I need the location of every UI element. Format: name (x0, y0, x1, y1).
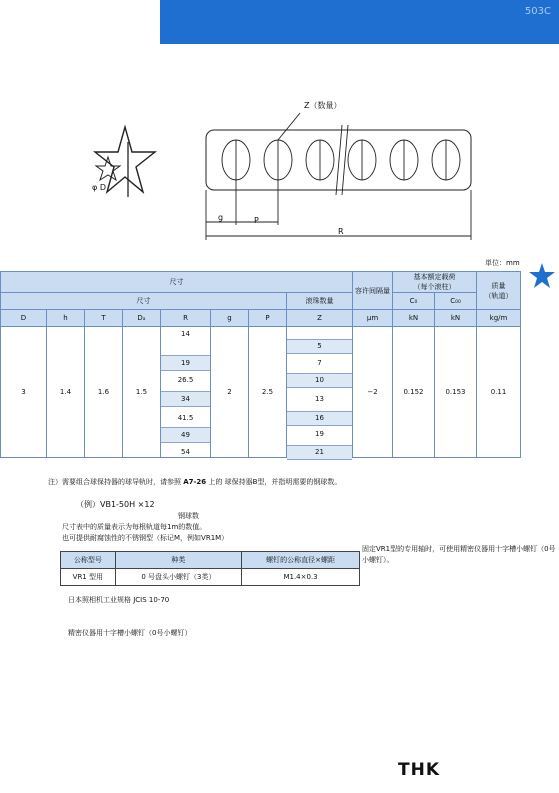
screw-col-model: 公称型号 (61, 552, 116, 569)
col-g: g (211, 310, 249, 327)
screw-name: 精密仪器用十字槽小螺钉（0号小螺钉） (68, 629, 192, 637)
col-R: R (161, 310, 211, 327)
r-label: R (338, 227, 344, 236)
z-value: 21 (287, 445, 352, 460)
note-1 (48, 477, 528, 487)
col-T: T (85, 310, 123, 327)
page-code: 503C (524, 6, 551, 17)
z-list (287, 327, 352, 457)
col-P: P (249, 310, 287, 327)
screw-col-size: 螺钉的公称直径×螺距 (242, 552, 360, 569)
cell-mass: 0.11 (477, 327, 521, 458)
note-1-text: 注）需要组合球保持器的球导轨时，请参照 (48, 478, 181, 486)
example-text: （例）VB1-50H ×12 (76, 500, 155, 509)
load-header-label: 基本额定载荷 (413, 273, 456, 281)
mass-header-label: 质量 (491, 281, 506, 290)
col-Da: Dₐ (123, 310, 161, 327)
z-label: Z（数量） (304, 101, 342, 110)
load-sub-label: （每个滚柱） (413, 283, 456, 291)
dia-label: φ D (92, 183, 106, 192)
cell-h: 1.4 (47, 327, 85, 458)
z-value: 13 (315, 395, 324, 403)
standard-note: 日本照相机工业规格 JCIS 10-70 (68, 596, 170, 604)
c0-unit: kN (435, 310, 477, 327)
r-value: 14 (181, 330, 190, 338)
z-value: 16 (287, 411, 352, 426)
c-header: C₀ (393, 293, 435, 310)
unit-label: 単位：mm (485, 259, 520, 267)
z-value: 7 (317, 359, 322, 367)
cell-T: 1.6 (85, 327, 123, 458)
ball-count-header: 滚珠数量 (287, 293, 353, 310)
group-dims-header: 尺寸 (1, 272, 353, 293)
mass-note: 尺寸表中的质量表示为每根轨道每1m的数值。 (62, 523, 207, 531)
r-value: 54 (181, 448, 190, 456)
z-value: 10 (287, 373, 352, 388)
cell-R (161, 327, 211, 458)
thk-logo: THK (398, 760, 440, 780)
r-list (161, 327, 210, 457)
screw-col-type: 种类 (115, 552, 241, 569)
r-value: 49 (161, 427, 210, 443)
c0-header: C₀₀ (435, 293, 477, 310)
cell-D: 3 (1, 327, 47, 458)
spec-table (0, 271, 521, 458)
c-unit: kN (393, 310, 435, 327)
col-D: D (1, 310, 47, 327)
z-value: 5 (287, 339, 352, 354)
mass-sub-label: （轨道） (484, 291, 513, 300)
side-note: 固定VR1型的专用轴时，可使用精密仪器用十字槽小螺钉（0号小螺钉）。 (362, 545, 556, 564)
ball-count-label: 钢球数 (178, 512, 199, 520)
mass-header (477, 272, 521, 310)
z-value: 19 (315, 430, 324, 438)
stainless-note: 也可提供耐腐蚀性的不锈钢型（标记M，例如VR1M） (62, 534, 229, 542)
allowance-header: 容许间隔量 (353, 272, 393, 310)
load-header (393, 272, 477, 293)
mass-unit: kg/m (477, 310, 521, 327)
screw-table (60, 551, 360, 586)
header-bar (160, 0, 559, 44)
r-value: 41.5 (177, 414, 194, 422)
cell-C0: 0.153 (435, 327, 477, 458)
cell-P: 2.5 (249, 327, 287, 458)
cell-Z (287, 327, 353, 458)
g-label: g (218, 213, 224, 222)
r-value: 19 (161, 355, 210, 371)
col-h: h (47, 310, 85, 327)
r-value: 26.5 (177, 376, 194, 384)
cell-C: 0.152 (393, 327, 435, 458)
r-value: 34 (161, 391, 210, 407)
p-label: P (254, 216, 259, 225)
dims-inner-header: 尺寸 (1, 293, 287, 310)
col-Z: Z (287, 310, 353, 327)
rail-drawing (200, 95, 480, 245)
screw-type: 0 号盘头小螺钉（3类） (115, 569, 241, 586)
note-1-ref[interactable]: A7-26 (183, 478, 207, 486)
note-1-tail: 上的 球保持器B型，并指明需要的钢球数。 (208, 478, 342, 486)
cell-Da: 1.5 (123, 327, 161, 458)
cell-delta: −2 (353, 327, 393, 458)
star-icon (528, 262, 556, 290)
cell-g: 2 (211, 327, 249, 458)
screw-size: M1.4×0.3 (242, 569, 360, 586)
screw-model: VR1 型用 (61, 569, 116, 586)
allowance-unit: μm (353, 310, 393, 327)
